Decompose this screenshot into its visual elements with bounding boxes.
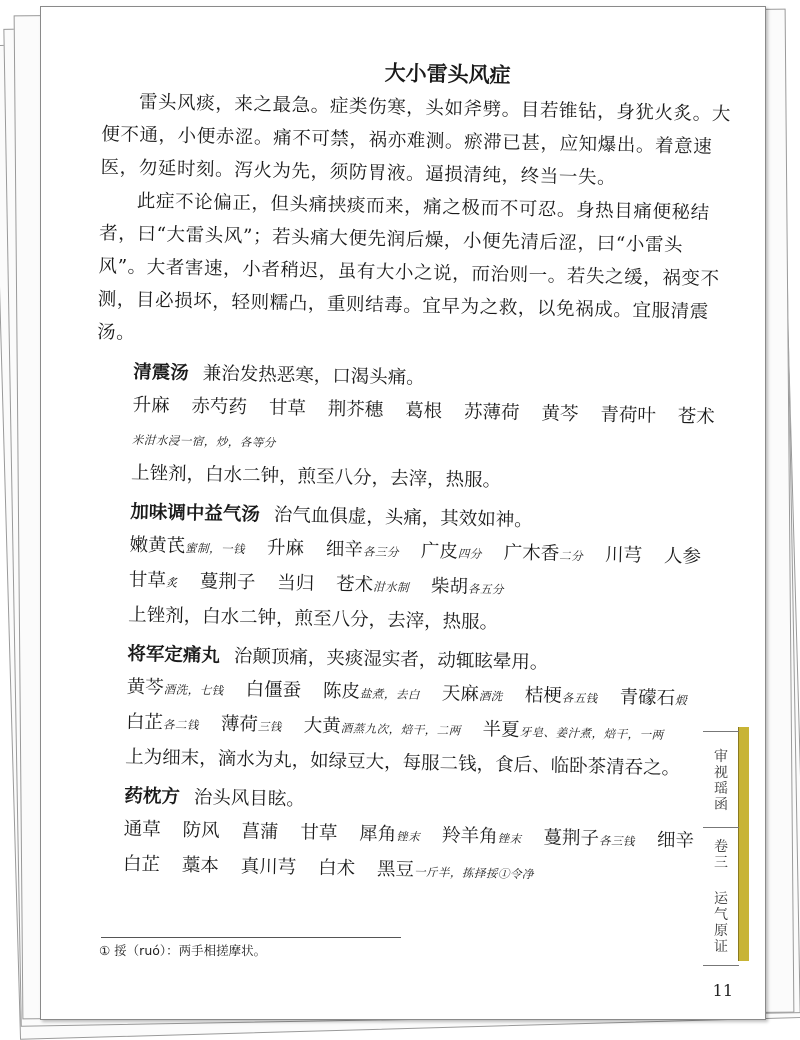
prescription-name: 将军定痛丸 [127,643,221,667]
side-label-volume [703,839,739,871]
herb-note: 炙 [165,575,179,590]
herb-name: 甘草 [268,397,307,420]
herb-item [267,538,304,560]
herb-name: 藁本 [181,854,220,877]
herb-name: 甘草 [128,569,167,592]
herb-name: 真川芎 [240,856,297,879]
herb-note: 各五分 [467,581,505,597]
herb-name: 柴胡 [430,575,469,598]
herb-note: 酒洗 [478,689,503,704]
herb-name: 大黄 [303,715,341,738]
herb-name: 葛根 [404,400,443,423]
herb-name: 黑豆 [376,858,415,881]
herb-name: 黄芩 [126,676,164,699]
herb-name: 川芎 [604,544,643,567]
herb-item [182,820,219,842]
herb-name: 桔梗 [524,684,562,707]
herb-item [241,821,278,843]
herb-item [605,545,642,567]
herb-note: 各三钱 [598,833,636,849]
herb-item [442,825,522,848]
herb-item [657,830,694,852]
herb-item [277,573,314,595]
preparation-method: 上为细末，滴水为丸，如绿豆大，每服二钱，食后、临卧茶清吞之。 [124,746,681,780]
herb-name: 白芷 [122,853,161,876]
herb-name: 白术 [317,857,356,880]
preparation-method: 上锉剂，白水二钟，煎至八分，去滓，热服。 [127,604,499,634]
herb-name: 陈皮 [322,680,361,703]
herb-item [336,574,409,597]
herb-name: 嫩黄芪 [129,534,186,557]
herb-note: 一斤半，拣择挼①令净 [413,864,535,882]
herb-list [89,670,720,753]
herb-name: 白芷 [125,711,164,734]
herb-item [442,683,503,705]
herb-item [123,854,160,876]
page-edge-accent [738,727,749,961]
herb-note: 煅 [674,693,688,708]
herb-note: 锉末 [497,831,522,846]
side-label-chapter [703,891,739,955]
herb-item [182,855,219,877]
herb-note: 酒洗，七钱 [163,682,224,698]
page-content [86,51,733,895]
side-divider-bottom [703,965,739,966]
prescription-indication: 治头风目眩。 [193,787,306,811]
herb-note: 锉末 [396,829,421,844]
herb-item [359,824,420,846]
herb-name: 苍术 [335,574,374,596]
herb-name: 人参 [663,545,702,568]
side-label-book [703,749,739,813]
herb-name: 白僵蚕 [245,679,302,702]
herb-item [326,539,399,562]
verse-paragraph: 雷头风痰，来之最急。症类伤寒，头如斧劈。目若锥钻，身犹火炙。大便不通，小便赤涩。痛不可禁，祸亦难测。瘀滞已甚，应知爆出。着意速医，勿延时刻。泻火为先，须防胃液。逼损清纯，终当一失。 [100,91,732,189]
herb-name: 半夏 [482,719,520,741]
herb-name: 蔓荆子 [199,571,256,594]
herb-note: 各三分 [362,544,400,560]
herb-name: 薄荷 [220,713,259,736]
herb-item [482,719,663,744]
herb-name: 通草 [123,818,161,841]
herb-note: 牙皂、姜汁煮，焙干，一两 [519,724,664,742]
page-number: 11 [712,981,733,1000]
side-label-book-text: 审 视 瑶 函 [714,749,728,813]
section-title: 大小雷头风症 [384,59,511,88]
side-divider-middle [703,827,739,828]
side-label-chapter-text: 运 气 原 证 [714,891,728,955]
herb-note: 米泔水浸一宿，炒，各等分 [131,432,276,450]
prescription-name: 加味调中益气汤 [130,501,261,526]
herb-item [600,404,656,426]
herb-name: 菖蒲 [241,821,279,843]
herb-name: 甘草 [300,822,338,845]
herb-name: 羚羊角 [441,825,498,848]
herb-item [431,576,504,599]
footnote: ① 挼（ruó）：两手相搓摩状。 [99,943,267,958]
herb-name: 犀角 [359,823,397,846]
herb-item [123,819,160,841]
herb-item [323,681,420,704]
herb-item [245,679,301,701]
prescription-indication: 治颠顶痛，夹痰湿实者，动辄眩晕用。 [233,645,549,674]
herb-name: 苏薄荷 [463,401,520,424]
herb-item [503,543,583,566]
herb-item [541,403,578,425]
prescription-indication: 治气血俱虚，头痛，其效如神。 [273,504,534,532]
footnote-divider [101,937,401,938]
herb-name: 防风 [182,819,220,842]
herb-note: 蜜制，一钱 [184,540,246,557]
herb-item [464,402,520,424]
herb-note: 三钱 [257,719,282,734]
book-page [40,6,766,1020]
herb-name: 细辛 [656,829,695,852]
herb-name: 青礞石 [619,686,676,710]
herb-item [421,541,482,563]
herb-note: 各五钱 [561,690,598,706]
herb-name: 升麻 [132,394,170,417]
herb-item [619,687,687,709]
prescription-name: 药枕方 [124,785,181,808]
preparation-method: 上锉剂，白水二钟，煎至八分，去滓，热服。 [130,462,502,492]
herb-note: 四分 [457,546,482,562]
herb-note: 盐煮，去白 [359,686,421,702]
herb-item [126,677,223,700]
herb-name: 当归 [276,572,315,595]
prescription-list [86,355,727,895]
herb-note: 二分 [559,548,584,564]
herb-name: 赤芍药 [191,395,248,419]
herb-item [543,827,635,850]
prescription-name: 清震汤 [133,361,190,384]
herb-item [241,856,297,878]
herb-name: 细辛 [325,538,364,561]
herb-item [664,546,701,568]
herb-item [200,571,256,593]
herb-item [377,859,534,883]
herb-item [221,714,282,736]
herb-note: 各二钱 [162,717,200,733]
herb-item [132,395,169,417]
herb-name: 天麻 [441,683,480,706]
herb-name: 苍术 [677,406,715,428]
herb-name: 蔓荆子 [543,827,600,850]
herb-note: 泔水制 [372,579,410,595]
herb-item [525,685,598,708]
side-divider-top [703,731,739,732]
herb-item [269,398,306,420]
herb-note: 酒蒸九次，焙干，二两 [340,721,461,738]
herb-list [92,528,723,611]
herb-item [328,399,384,421]
herb-item [304,715,461,739]
herb-item [129,535,245,558]
prescription-indication: 兼治发热恶寒，口渴头痛。 [202,363,425,389]
herb-item [191,396,247,418]
herb-list [86,812,717,895]
herb-item [405,400,442,422]
herb-name: 广木香 [503,542,560,565]
herb-item [300,822,337,844]
herb-item [318,858,355,880]
side-label-volume-text: 卷 三 [714,839,728,871]
herb-item [126,712,199,735]
herb-name: 广皮 [420,540,459,563]
herb-name: 升麻 [266,537,305,560]
herb-item [129,570,178,592]
herb-name: 黄芩 [541,403,579,426]
explanation-paragraph: 此症不论偏正，但头痛挟痰而来，痛之极而不可忍。身热目痛便秘结者，曰“大雷头风”；若头痛大便先润后燥，小便先清后涩，曰“小雷头风”。大者害速，小者稍迟，虽有大小之说，而治则一。若失之缓，祸变不测，目必损坏，轻则糯凸，重则结毒。宜早为之救，以免祸成。宜服清震汤。 [96,190,720,344]
herb-name: 荆芥穗 [327,398,384,421]
herb-name: 青荷叶 [600,404,657,427]
